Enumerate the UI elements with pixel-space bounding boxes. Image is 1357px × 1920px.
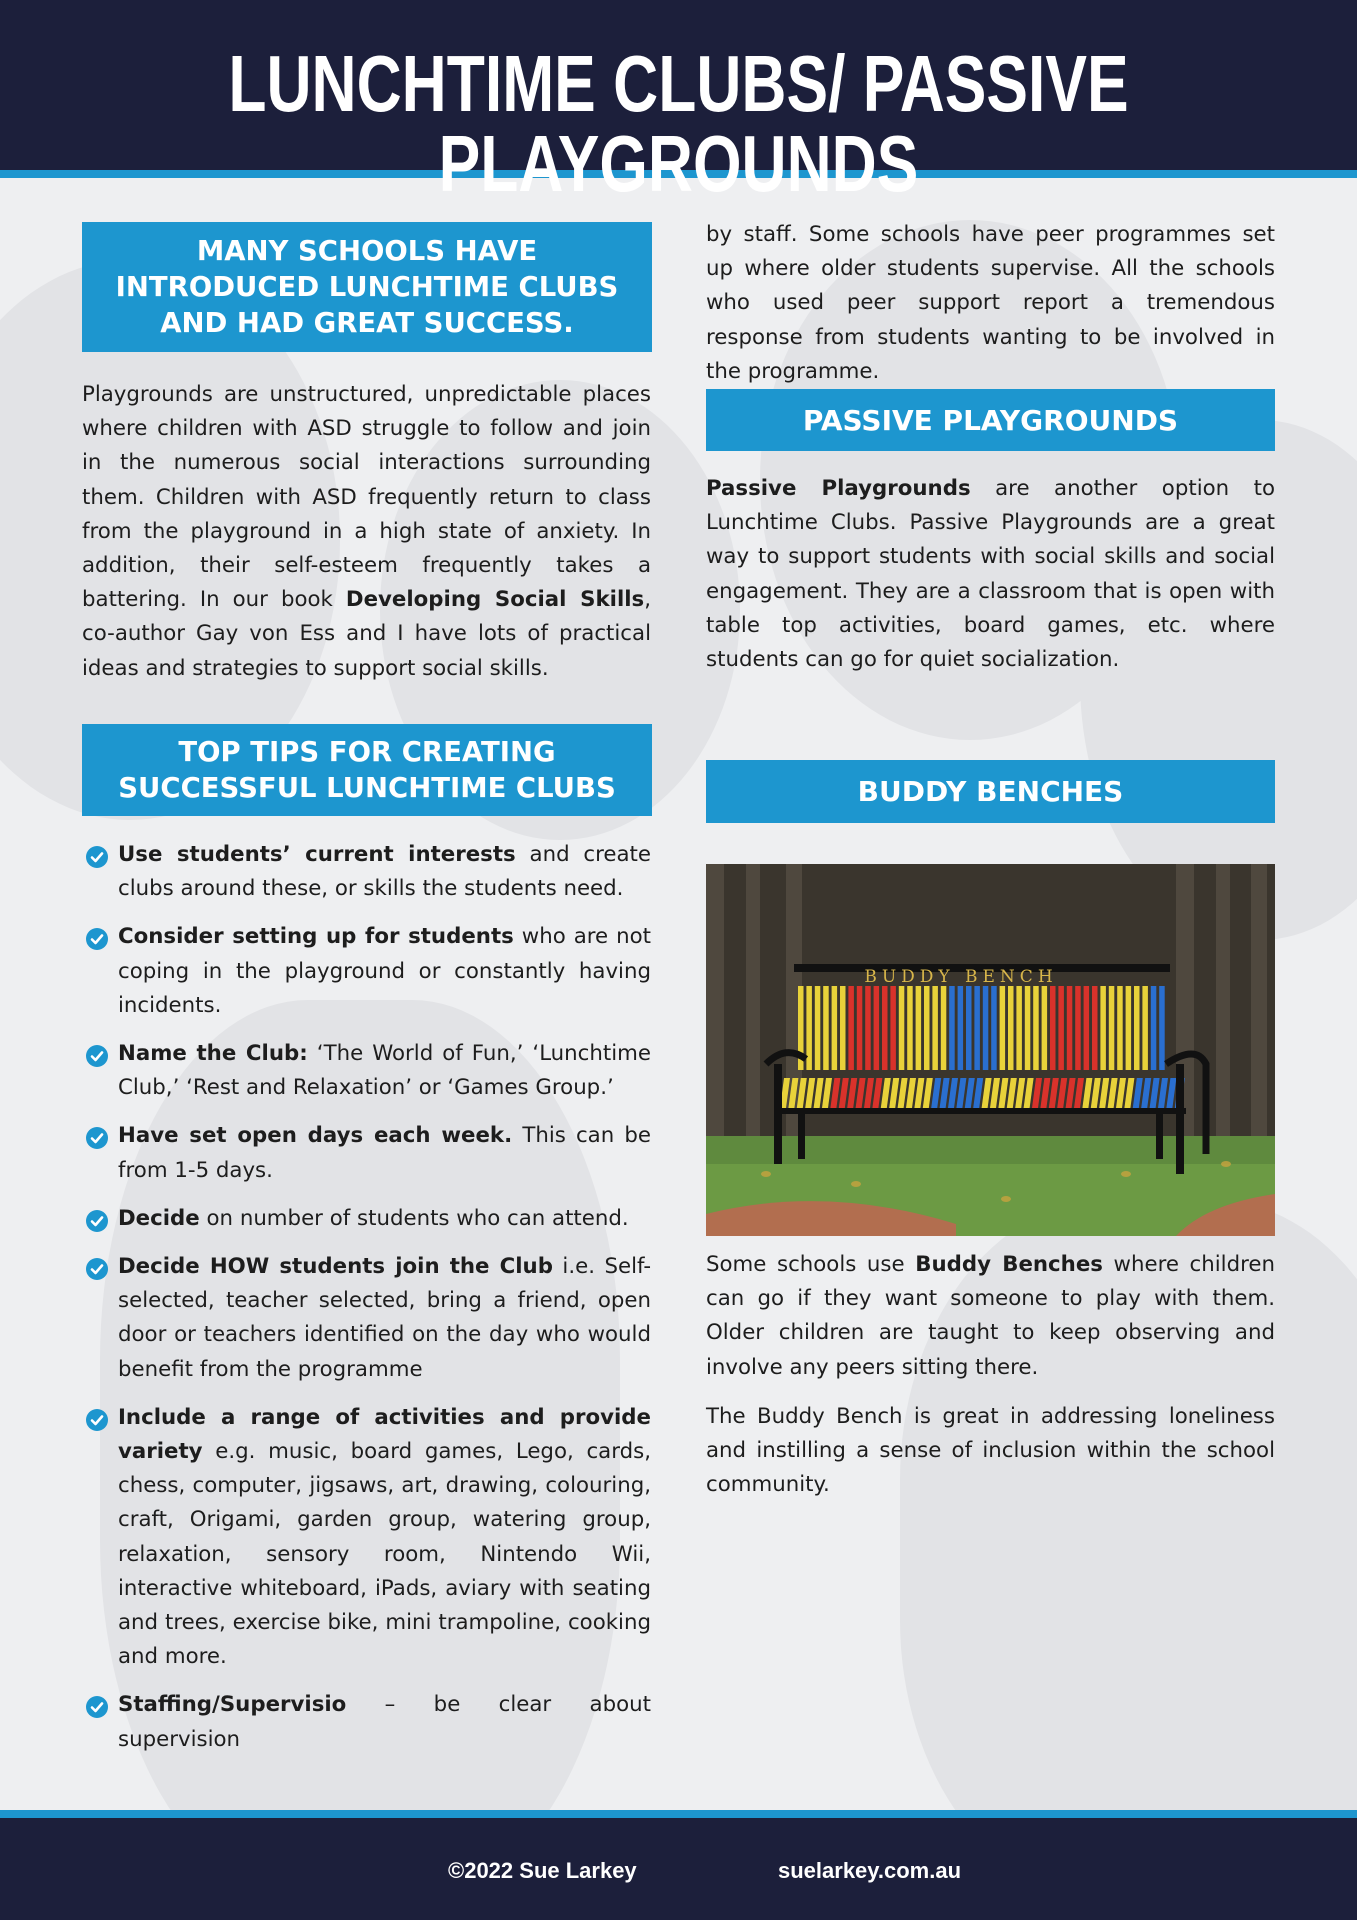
check-circle-icon: [86, 1127, 108, 1149]
buddy-heading-box: [706, 760, 1275, 823]
bench-slat: [941, 986, 947, 1070]
bench-slat: [1100, 986, 1106, 1070]
bench-slat: [958, 986, 964, 1070]
page-footer: [0, 1818, 1357, 1920]
bench-slat: [1025, 986, 1031, 1070]
bench-slat: [857, 986, 863, 1070]
bench-slat: [1042, 986, 1048, 1070]
buddy-bench-photo: [706, 864, 1275, 1236]
bench-slat: [1092, 986, 1098, 1070]
bench-slat: [848, 986, 854, 1070]
tip-item: Have set open days each week. This can be from 1-5 days.: [84, 1119, 651, 1187]
tips-heading-line: TOP TIPS FOR CREATING: [178, 736, 556, 768]
bench-slat: [806, 986, 812, 1070]
passive-heading-box: [706, 389, 1275, 451]
bench-slat: [924, 986, 930, 1070]
tip-item: Decide on number of students who can attend.: [84, 1202, 651, 1236]
tips-heading-box: [82, 724, 652, 816]
bench-slat: [1126, 986, 1132, 1070]
bench-slat: [874, 986, 880, 1070]
bench-slat: [1075, 986, 1081, 1070]
book-title: Developing Social Skills: [345, 587, 645, 613]
bench-slat: [1050, 986, 1056, 1070]
bench-slat: [907, 986, 913, 1070]
bench-slat: [882, 986, 888, 1070]
bench-slat: [1109, 986, 1115, 1070]
bench-slat: [1134, 986, 1140, 1070]
success-heading-line: MANY SCHOOLS HAVE: [196, 235, 538, 267]
footer-accent-line: [0, 1810, 1357, 1818]
success-heading-box: [82, 222, 652, 352]
bench-slat: [1058, 986, 1064, 1070]
tip-item: Include a range of activities and provide variety e.g. music, board games, Lego, cards, chess, computer, jigsaws, art, drawing, colouring, craft, Origami, garden group, watering group, relaxation, sensory room, Nintendo Wii, interactive whiteboard, iPads, aviary with seating and trees, exercise bike, mini trampoline, cooking and more.: [84, 1401, 651, 1675]
passive-heading: PASSIVE PLAYGROUNDS: [802, 403, 1179, 437]
check-circle-icon: [86, 1258, 108, 1280]
buddy-paragraph-2: The Buddy Bench is great in addressing loneliness and instilling a sense of inclusion within the school community.: [706, 1404, 1275, 1498]
tip-item: Name the Club: ‘The World of Fun,’ ‘Lunchtime Club,’ ‘Rest and Relaxation’ or ‘Games Group.’: [84, 1037, 651, 1105]
intro-paragraph: Playgrounds are unstructured, unpredictable places where children with ASD struggle to follow and join in the numerous social interactions surrounding them. Children with ASD frequently return to class from the playground in a high state of anxiety. In addition, their self-esteem frequently takes a battering. In our book Developing Social Skills, co-author Gay von Ess and I have lots of practical ideas and strategies to support social skills.: [82, 382, 651, 681]
passive-paragraph: Passive Playgrounds are another option to Lunchtime Clubs. Passive Playgrounds are a great way to support students with social skills and social engagement. They are a classroom that is open with table top activities, board games, etc. where students can go for quiet socialization.: [706, 476, 1275, 673]
buddy-paragraph: Some schools use Buddy Benches where children can go if they want someone to play with them. Older children are taught to keep observing and involve any peers sitting there.: [706, 1252, 1275, 1380]
bench-slat: [1142, 986, 1148, 1070]
bench-slat: [1008, 986, 1014, 1070]
bench-slat: [815, 986, 821, 1070]
success-heading-line: INTRODUCED LUNCHTIME CLUBS: [115, 271, 619, 303]
bench-slat: [832, 986, 838, 1070]
check-circle-icon: [86, 1409, 108, 1431]
bench-sign-text: BUDDY BENCH: [864, 967, 1058, 987]
bench-slat: [974, 986, 980, 1070]
tip-item: Consider setting up for students who are not coping in the playground or constantly having incidents.: [84, 920, 651, 1023]
check-circle-icon: [86, 1210, 108, 1232]
bench-slat: [823, 986, 829, 1070]
bench-slat: [1067, 986, 1073, 1070]
tips-list: [84, 838, 651, 1771]
tip-item: Staffing/Supervisio – be clear about supervision: [84, 1688, 651, 1756]
bench-slat: [1000, 986, 1006, 1070]
bench-slat: [1033, 986, 1039, 1070]
bench-slat: [949, 986, 955, 1070]
bench-slat: [890, 986, 896, 1070]
tip-item: Decide HOW students join the Club i.e. Self-selected, teacher selected, bring a friend, open door or teachers identified on the day who would benefit from the programme: [84, 1250, 651, 1387]
footer-website-link[interactable]: suelarkey.com.au: [778, 1858, 962, 1883]
bench-slat: [966, 986, 972, 1070]
continued-paragraph: by staff. Some schools have peer programmes set up where older students supervise. All the schools who used peer support report a tremendous response from students wanting to be involved in the programme.: [706, 222, 1275, 384]
bench-slat: [983, 986, 989, 1070]
check-circle-icon: [86, 1045, 108, 1067]
bench-slat: [1151, 986, 1157, 1070]
bench-slat: [932, 986, 938, 1070]
bench-slat: [1117, 986, 1123, 1070]
tip-item: Use students’ current interests and create clubs around these, or skills the students need.: [84, 838, 651, 906]
check-circle-icon: [86, 1696, 108, 1718]
footer-copyright: ©2022 Sue Larkey: [448, 1858, 637, 1883]
bench-slat: [1016, 986, 1022, 1070]
bench-slat: [1159, 986, 1165, 1070]
tips-heading-line: SUCCESSFUL LUNCHTIME CLUBS: [118, 772, 616, 804]
buddy-heading: BUDDY BENCHES: [857, 775, 1124, 808]
check-circle-icon: [86, 928, 108, 950]
bench-slat: [1084, 986, 1090, 1070]
bench-slat: [991, 986, 997, 1070]
check-circle-icon: [86, 846, 108, 868]
buddy-bench-illustration: [706, 864, 1275, 1236]
success-heading-line: AND HAD GREAT SUCCESS.: [160, 307, 574, 339]
bench-slat: [916, 986, 922, 1070]
bench-slat: [865, 986, 871, 1070]
bench-slat: [840, 986, 846, 1070]
page-title: LUNCHTIME CLUBS/ PASSIVE PLAYGROUNDS: [228, 39, 1129, 208]
bench-slat: [899, 986, 905, 1070]
